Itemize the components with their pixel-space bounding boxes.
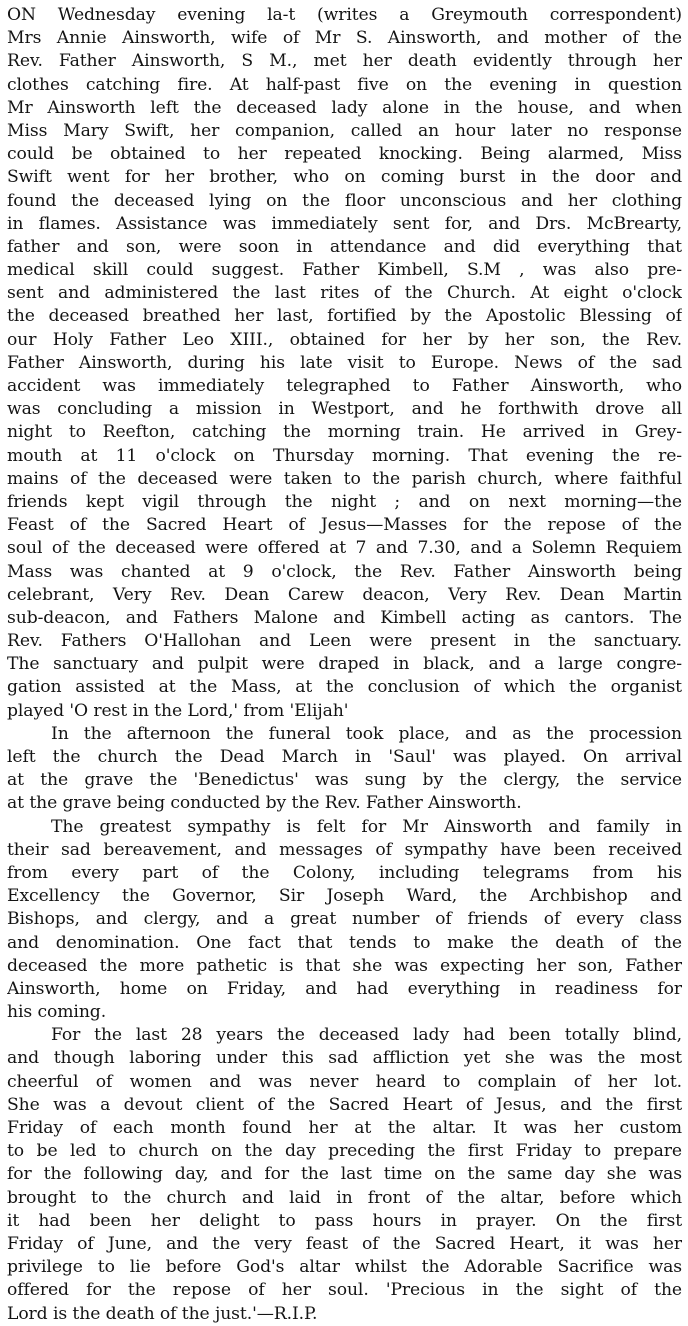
text-line: sent and administered the last rites of the Church. At eight o'clock: [7, 283, 682, 304]
text-line: night to Reefton, catching the morning train. He arrived in Grey-: [7, 422, 682, 443]
text-line: offered for the repose of her soul. 'Precious in the sight of the: [7, 1280, 682, 1301]
text-line: Swift went for her brother, who on coming burst in the door and: [7, 167, 682, 188]
text-line: She was a devout client of the Sacred Heart of Jesus, and the first: [7, 1094, 682, 1115]
text-line: For the last 28 years the deceased lady had been totally blind,: [51, 1025, 682, 1046]
text-line: at the grave being conducted by the Rev. Father Ainsworth.: [7, 793, 522, 814]
text-line: it had been her delight to pass hours in prayer. On the first: [7, 1210, 682, 1231]
text-line: Rev. Fathers O'Hallohan and Leen were present in the sanctuary.: [7, 631, 682, 652]
text-line: in flames. Assistance was immediately sent for, and Drs. McBrearty,: [7, 213, 682, 234]
text-line: accident was immediately telegraphed to Father Ainsworth, who: [7, 376, 682, 396]
text-line: left the church the Dead March in 'Saul' was played. On arrival: [7, 747, 682, 767]
paragraph-3: [7, 816, 682, 1025]
text-line: The greatest sympathy is felt for Mr Ainsworth and family in: [51, 816, 682, 837]
text-line: Miss Mary Swift, her companion, called an hour later no response: [7, 120, 682, 141]
text-line: Friday of June, and the very feast of the Sacred Heart, it was her: [7, 1233, 682, 1254]
text-line: sub-deacon, and Fathers Malone and Kimbell acting as cantors. The: [7, 607, 682, 628]
text-line: for the following day, and for the last time on the same day she was: [7, 1164, 682, 1185]
text-line: mains of the deceased were taken to the parish church, where faithful: [7, 468, 682, 489]
text-line: The sanctuary and pulpit were draped in black, and a large congre-: [7, 654, 682, 675]
text-line: medical skill could suggest. Father Kimbell, S.M , was also pre-: [7, 260, 682, 281]
text-line: their sad bereavement, and messages of sympathy have been received: [7, 839, 682, 860]
text-line: privilege to lie before God's altar whilst the Adorable Sacrifice was: [7, 1257, 682, 1278]
text-line: brought to the church and laid in front of the altar, before which: [7, 1187, 682, 1208]
text-line: found the deceased lying on the floor unconscious and her clothing: [7, 190, 682, 211]
text-line: Feast of the Sacred Heart of Jesus—Masses for the repose of the: [7, 515, 682, 536]
text-line: friends kept vigil through the night ; and on next morning—the: [7, 491, 682, 512]
text-line: In the afternoon the funeral took place, and as the procession: [51, 723, 682, 744]
text-line: Mass was chanted at 9 o'clock, the Rev. Father Ainsworth being: [7, 561, 682, 582]
text-line: father and son, were soon in attendance and did everything that: [7, 236, 682, 257]
text-line: and denomination. One fact that tends to make the death of the: [7, 932, 682, 953]
text-line: deceased the more pathetic is that she was expecting her son, Father: [7, 955, 682, 976]
text-line: Mrs Annie Ainsworth, wife of Mr S. Ainsworth, and mother of the: [7, 28, 682, 49]
text-line: from every part of the Colony, including telegrams from his: [7, 862, 682, 883]
text-line: Father Ainsworth, during his late visit to Europe. News of the sad: [7, 352, 682, 373]
text-line: was concluding a mission in Westport, and he forthwith drove all: [7, 399, 682, 420]
text-line: played 'O rest in the Lord,' from 'Elijah': [7, 700, 349, 721]
text-line: our Holy Father Leo XIII., obtained for her by her son, the Rev.: [7, 329, 682, 350]
text-line: could be obtained to her repeated knocking. Being alarmed, Miss: [7, 144, 682, 165]
text-line: celebrant, Very Rev. Dean Carew deacon, Very Rev. Dean Martin: [7, 584, 682, 605]
text-line: and though laboring under this sad affliction yet she was the most: [7, 1048, 682, 1069]
paragraph-4: [7, 1024, 682, 1325]
text-line: Lord is the death of the just.'—R.I.P.: [7, 1303, 318, 1324]
text-line: clothes catching fire. At half-past five on the evening in question: [7, 74, 682, 95]
text-line: his coming.: [7, 1002, 107, 1023]
text-line: ON Wednesday evening la-t (writes a Greymouth correspondent): [7, 5, 682, 25]
text-line: gation assisted at the Mass, at the conclusion of which the organist: [7, 677, 682, 698]
text-line: Ainsworth, home on Friday, and had everything in readiness for: [7, 978, 682, 999]
text-line: Mr Ainsworth left the deceased lady alone in the house, and when: [7, 97, 682, 118]
text-line: Friday of each month found her at the altar. It was her custom: [7, 1118, 682, 1138]
text-line: cheerful of women and was never heard to complain of her lot.: [7, 1071, 682, 1092]
text-line: the deceased breathed her last, fortified by the Apostolic Blessing of: [7, 306, 682, 327]
text-line: Bishops, and clergy, and a great number of friends of every class: [7, 909, 682, 930]
text-line: to be led to church on the day preceding the first Friday to prepare: [7, 1141, 682, 1162]
text-line: mouth at 11 o'clock on Thursday morning. That evening the re-: [7, 445, 682, 466]
text-line: Excellency the Governor, Sir Joseph Ward, the Archbishop and: [7, 886, 682, 907]
text-line: soul of the deceased were offered at 7 and 7.30, and a Solemn Requiem: [7, 538, 682, 559]
paragraph-1: [7, 4, 682, 723]
text-line: at the grave the 'Benedictus' was sung by the clergy, the service: [7, 770, 682, 791]
paragraph-2: [7, 723, 682, 816]
text-line: Rev. Father Ainsworth, S M., met her death evidently through her: [7, 51, 682, 72]
